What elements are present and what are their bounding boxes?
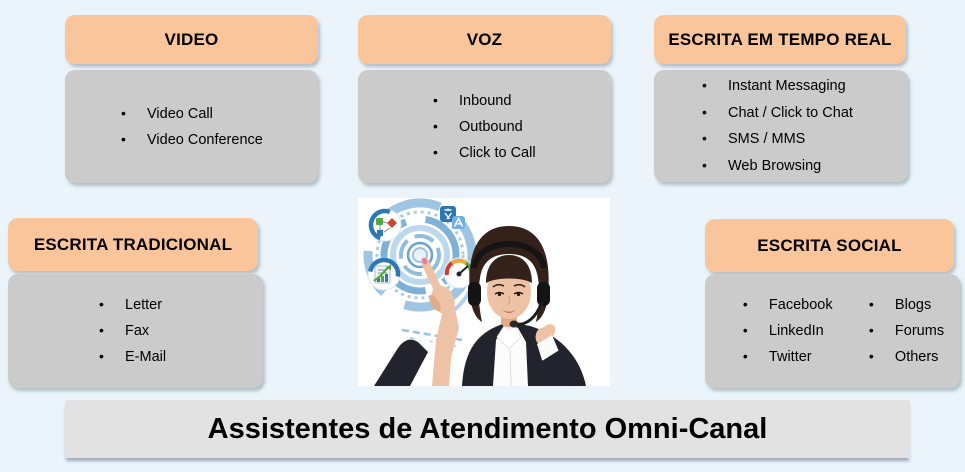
list-item-label: Click to Call xyxy=(459,144,536,161)
headset-earcup-right xyxy=(537,282,550,306)
list-item-label: Inbound xyxy=(459,92,512,109)
bullet-icon: • xyxy=(99,296,104,312)
list-item-label: Instant Messaging xyxy=(728,78,846,94)
panel-header-social xyxy=(705,219,954,272)
panel-header-voz xyxy=(358,15,611,64)
list-item-label: Others xyxy=(894,349,939,365)
list-item xyxy=(702,126,908,153)
list-item-label: Chat / Click to Chat xyxy=(728,104,853,121)
list-item-label: E-Mail xyxy=(125,349,167,365)
list-item xyxy=(433,140,611,166)
bullet-icon: • xyxy=(868,348,874,364)
bullet-icon: • xyxy=(121,104,126,121)
bullet-icon: • xyxy=(121,130,126,147)
list-item xyxy=(433,114,611,140)
voz-list xyxy=(433,88,611,166)
panel-title-voz: VOZ xyxy=(466,29,503,49)
list-item xyxy=(869,292,944,318)
bullet-icon: • xyxy=(742,322,748,338)
panel-header-tempo-real xyxy=(654,15,906,64)
list-item xyxy=(121,101,318,127)
bottom-banner xyxy=(65,400,910,458)
bullet-icon: • xyxy=(702,77,707,93)
social-list-right xyxy=(869,292,944,370)
list-item-label: Video Call xyxy=(147,105,213,122)
call-center-agent-photo xyxy=(358,198,610,386)
list-item xyxy=(121,127,318,153)
panel-body-tempo-real xyxy=(654,70,908,182)
list-item xyxy=(433,88,611,114)
headset-earcup-left xyxy=(468,282,481,306)
list-item xyxy=(743,318,869,344)
list-item-label: Forums xyxy=(894,323,945,339)
panel-title-social: ESCRITA SOCIAL xyxy=(757,235,902,255)
list-item xyxy=(743,292,869,318)
bullet-icon: • xyxy=(868,296,874,312)
list-item-label: SMS / MMS xyxy=(728,131,806,147)
panel-body-tradicional xyxy=(8,274,263,388)
list-item-label: LinkedIn xyxy=(768,323,824,339)
list-item xyxy=(99,318,263,344)
panel-title-tempo-real: ESCRITA EM TEMPO REAL xyxy=(668,29,892,49)
agent-photo-illustration xyxy=(358,198,610,386)
banner-title: Assistentes de Atendimento Omni-Canal xyxy=(207,412,768,445)
list-item xyxy=(869,344,944,370)
list-item-label: Web Browsing xyxy=(728,157,822,174)
list-item xyxy=(702,100,908,127)
bullet-icon: • xyxy=(702,130,707,146)
panel-header-tradicional xyxy=(8,218,258,271)
video-list xyxy=(121,101,318,153)
panel-body-social xyxy=(705,274,960,388)
list-item-label: Blogs xyxy=(894,297,932,313)
panel-title-video: VIDEO xyxy=(164,29,219,49)
list-item xyxy=(702,153,908,180)
list-item-label: Video Conference xyxy=(147,131,263,148)
bullet-icon: • xyxy=(433,143,438,160)
tradicional-list xyxy=(99,292,263,370)
bullet-icon: • xyxy=(868,322,874,338)
list-item xyxy=(869,318,944,344)
tempo-real-list xyxy=(702,73,908,179)
panel-body-voz xyxy=(358,70,611,183)
list-item xyxy=(99,344,263,370)
bullet-icon: • xyxy=(433,117,438,134)
bullet-icon: • xyxy=(702,103,707,120)
bullet-icon: • xyxy=(433,91,438,108)
bullet-icon: • xyxy=(702,156,707,173)
bullet-icon: • xyxy=(99,348,104,364)
list-item-label: Fax xyxy=(125,323,150,339)
list-item xyxy=(743,344,869,370)
list-item xyxy=(99,292,263,318)
panel-header-video xyxy=(65,15,318,64)
bullet-icon: • xyxy=(742,348,748,364)
panel-title-tradicional: ESCRITA TRADICIONAL xyxy=(33,234,233,254)
bullet-icon: • xyxy=(99,322,104,338)
headset-mic xyxy=(510,321,519,328)
list-item xyxy=(702,73,908,100)
list-item-label: Facebook xyxy=(768,297,833,313)
growth-chart-icon xyxy=(368,258,400,290)
panel-body-video xyxy=(65,70,318,183)
list-item-label: Twitter xyxy=(768,349,812,365)
bullet-icon: • xyxy=(742,296,748,312)
social-list-left xyxy=(743,292,869,370)
list-item-label: Outbound xyxy=(459,118,523,135)
list-item-label: Letter xyxy=(125,297,163,313)
